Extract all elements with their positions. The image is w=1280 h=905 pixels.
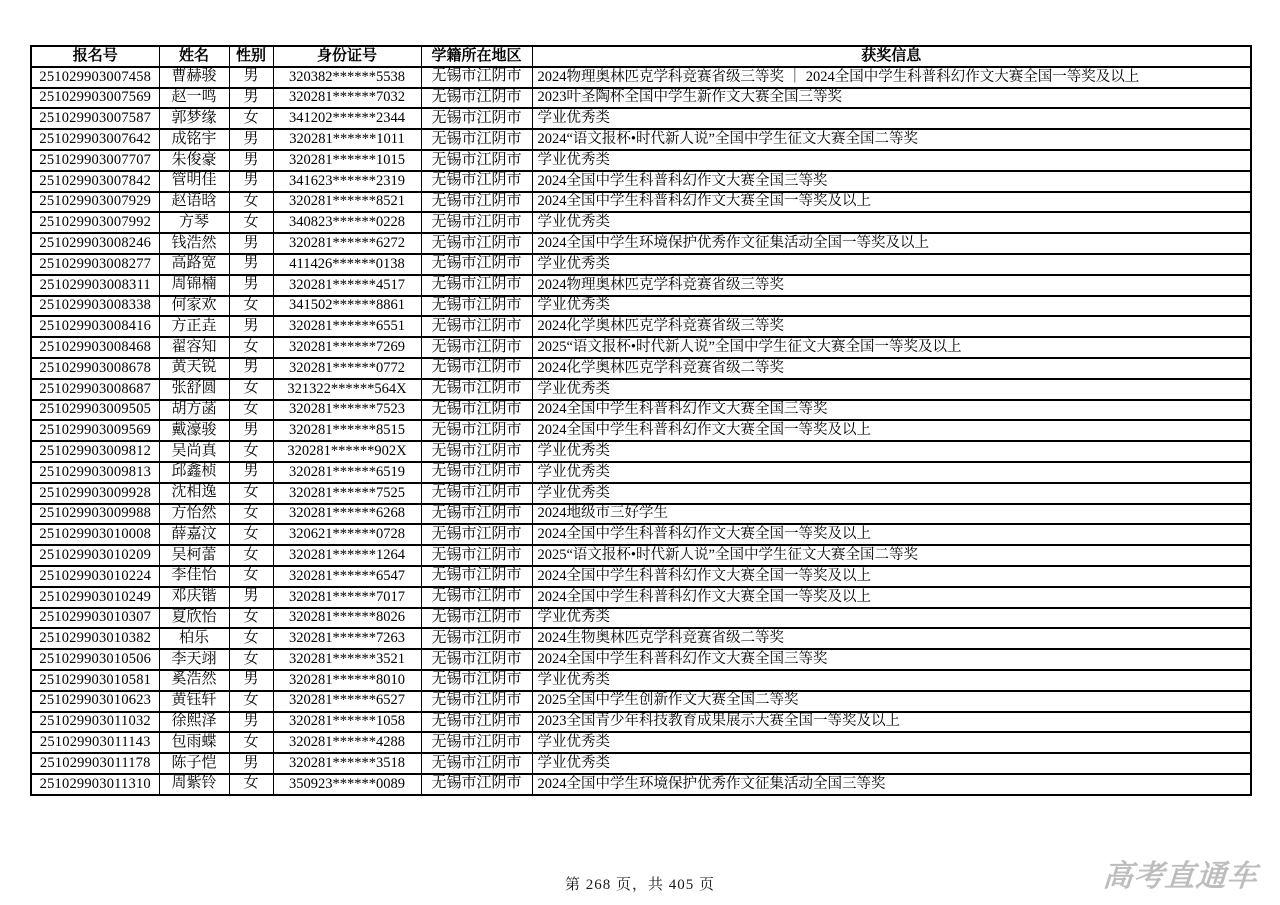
cell-region: 无锡市江阴市 [421,358,532,379]
cell-name: 邱鑫桢 [159,462,229,483]
cell-gender: 女 [229,441,273,462]
cell-gender: 男 [229,254,273,275]
cell-reg-no: 251029903009569 [31,420,159,441]
cell-name: 曹赫骏 [159,67,229,88]
cell-region: 无锡市江阴市 [421,462,532,483]
cell-reg-no: 251029903008338 [31,296,159,317]
cell-id-number: 320281******8010 [273,670,421,691]
cell-region: 无锡市江阴市 [421,275,532,296]
cell-reg-no: 251029903010209 [31,545,159,566]
cell-gender: 女 [229,212,273,233]
cell-id-number: 320281******7017 [273,587,421,608]
cell-award-info: 学业优秀类 [532,108,1251,129]
header-region: 学籍所在地区 [421,46,532,67]
cell-name: 管明佳 [159,171,229,192]
header-gender: 性别 [229,46,273,67]
cell-region: 无锡市江阴市 [421,483,532,504]
cell-reg-no: 251029903010249 [31,587,159,608]
cell-id-number: 320281******0772 [273,358,421,379]
cell-reg-no: 251029903007842 [31,171,159,192]
cell-region: 无锡市江阴市 [421,587,532,608]
cell-reg-no: 251029903008687 [31,379,159,400]
cell-name: 戴濠骏 [159,420,229,441]
table-row [31,628,1251,649]
cell-reg-no: 251029903009928 [31,483,159,504]
cell-region: 无锡市江阴市 [421,254,532,275]
cell-id-number: 341502******8861 [273,296,421,317]
cell-reg-no: 251029903009813 [31,462,159,483]
cell-region: 无锡市江阴市 [421,608,532,629]
cell-id-number: 320281******4288 [273,732,421,753]
cell-gender: 女 [229,400,273,421]
cell-region: 无锡市江阴市 [421,337,532,358]
table-row [31,296,1251,317]
cell-name: 方琴 [159,212,229,233]
cell-award-info: 2024物理奥林匹克学科竞赛省级三等奖 [532,275,1251,296]
table-row [31,691,1251,712]
cell-id-number: 320281******6547 [273,566,421,587]
cell-gender: 女 [229,524,273,545]
cell-region: 无锡市江阴市 [421,504,532,525]
cell-name: 朱俊豪 [159,150,229,171]
header-reg-no: 报名号 [31,46,159,67]
cell-region: 无锡市江阴市 [421,233,532,254]
cell-reg-no: 251029903007642 [31,129,159,150]
cell-award-info: 学业优秀类 [532,254,1251,275]
cell-gender: 男 [229,670,273,691]
table-row [31,316,1251,337]
cell-reg-no: 251029903010581 [31,670,159,691]
table-row [31,566,1251,587]
cell-region: 无锡市江阴市 [421,400,532,421]
cell-gender: 女 [229,691,273,712]
cell-region: 无锡市江阴市 [421,67,532,88]
cell-gender: 女 [229,732,273,753]
cell-region: 无锡市江阴市 [421,524,532,545]
cell-award-info: 2024全国中学生科普科幻作文大赛全国一等奖及以上 [532,587,1251,608]
table-row [31,150,1251,171]
cell-award-info: 2024地级市三好学生 [532,504,1251,525]
cell-name: 赵语晗 [159,192,229,213]
cell-id-number: 320281******3521 [273,649,421,670]
table-row [31,88,1251,109]
cell-id-number: 320281******8026 [273,608,421,629]
cell-reg-no: 251029903009505 [31,400,159,421]
cell-id-number: 340823******0228 [273,212,421,233]
page-number: 第 268 页，共 405 页 [564,877,715,893]
cell-name: 薛嘉汶 [159,524,229,545]
cell-region: 无锡市江阴市 [421,441,532,462]
cell-name: 赵一鸣 [159,88,229,109]
cell-award-info: 2025“语文报杯•时代新人说”全国中学生征文大赛全国二等奖 [532,545,1251,566]
table-row [31,441,1251,462]
cell-region: 无锡市江阴市 [421,212,532,233]
table-body [31,67,1251,795]
cell-region: 无锡市江阴市 [421,712,532,733]
cell-name: 黄钰轩 [159,691,229,712]
cell-id-number: 320281******6268 [273,504,421,525]
cell-id-number: 320281******7263 [273,628,421,649]
cell-gender: 女 [229,192,273,213]
cell-gender: 女 [229,566,273,587]
cell-reg-no: 251029903007569 [31,88,159,109]
cell-region: 无锡市江阴市 [421,379,532,400]
cell-region: 无锡市江阴市 [421,649,532,670]
table-row [31,732,1251,753]
cell-gender: 男 [229,150,273,171]
cell-region: 无锡市江阴市 [421,88,532,109]
cell-gender: 女 [229,504,273,525]
table-row [31,483,1251,504]
table-row [31,108,1251,129]
cell-id-number: 320281******1264 [273,545,421,566]
cell-reg-no: 251029903011143 [31,732,159,753]
cell-reg-no: 251029903011178 [31,753,159,774]
table-row [31,774,1251,795]
cell-id-number: 320281******7525 [273,483,421,504]
cell-name: 方怡然 [159,504,229,525]
table-row [31,712,1251,733]
cell-id-number: 320281******7523 [273,400,421,421]
cell-name: 钱浩然 [159,233,229,254]
award-roster-table [30,45,1252,796]
cell-name: 吴尚真 [159,441,229,462]
cell-id-number: 320281******8515 [273,420,421,441]
table-row [31,67,1251,88]
cell-name: 翟容知 [159,337,229,358]
cell-gender: 女 [229,774,273,795]
cell-region: 无锡市江阴市 [421,296,532,317]
cell-award-info: 学业优秀类 [532,441,1251,462]
header-row [31,46,1251,67]
table-row [31,192,1251,213]
cell-award-info: 学业优秀类 [532,608,1251,629]
table-row [31,337,1251,358]
cell-region: 无锡市江阴市 [421,628,532,649]
cell-region: 无锡市江阴市 [421,774,532,795]
cell-reg-no: 251029903008416 [31,316,159,337]
cell-name: 周紫铃 [159,774,229,795]
cell-id-number: 350923******0089 [273,774,421,795]
cell-id-number: 411426******0138 [273,254,421,275]
cell-id-number: 320281******7269 [273,337,421,358]
cell-award-info: 2025“语文报杯•时代新人说”全国中学生征文大赛全国一等奖及以上 [532,337,1251,358]
cell-reg-no: 251029903011310 [31,774,159,795]
cell-award-info: 2023全国青少年科技教育成果展示大赛全国一等奖及以上 [532,712,1251,733]
cell-award-info: 学业优秀类 [532,732,1251,753]
cell-id-number: 320281******7032 [273,88,421,109]
cell-name: 方正垚 [159,316,229,337]
cell-gender: 男 [229,275,273,296]
cell-award-info: 2024全国中学生科普科幻作文大赛全国一等奖及以上 [532,420,1251,441]
table-row [31,649,1251,670]
cell-name: 柏乐 [159,628,229,649]
cell-gender: 女 [229,483,273,504]
cell-gender: 女 [229,337,273,358]
table-row [31,462,1251,483]
cell-reg-no: 251029903010008 [31,524,159,545]
table-row [31,254,1251,275]
cell-region: 无锡市江阴市 [421,129,532,150]
cell-region: 无锡市江阴市 [421,753,532,774]
cell-award-info: 2024全国中学生科普科幻作文大赛全国三等奖 [532,171,1251,192]
table-row [31,608,1251,629]
cell-name: 徐熙泽 [159,712,229,733]
cell-gender: 男 [229,316,273,337]
table-row [31,587,1251,608]
table-row [31,670,1251,691]
cell-reg-no: 251029903011032 [31,712,159,733]
cell-name: 何家欢 [159,296,229,317]
table-row [31,233,1251,254]
cell-award-info: 2024全国中学生科普科幻作文大赛全国一等奖及以上 [532,192,1251,213]
cell-name: 夏欣怡 [159,608,229,629]
table-row [31,212,1251,233]
cell-award-info: 2024全国中学生科普科幻作文大赛全国一等奖及以上 [532,524,1251,545]
cell-name: 周锦楠 [159,275,229,296]
table-row [31,545,1251,566]
cell-id-number: 321322******564X [273,379,421,400]
watermark: 高考直通车 [1101,860,1259,893]
cell-gender: 男 [229,753,273,774]
cell-reg-no: 251029903008678 [31,358,159,379]
cell-reg-no: 251029903009988 [31,504,159,525]
cell-id-number: 320281******6272 [273,233,421,254]
cell-region: 无锡市江阴市 [421,691,532,712]
cell-name: 陈子恺 [159,753,229,774]
cell-name: 奚浩然 [159,670,229,691]
cell-id-number: 320382******5538 [273,67,421,88]
cell-gender: 女 [229,608,273,629]
cell-gender: 女 [229,108,273,129]
cell-gender: 女 [229,545,273,566]
cell-name: 胡方菡 [159,400,229,421]
cell-award-info: 2024全国中学生环境保护优秀作文征集活动全国三等奖 [532,774,1251,795]
cell-reg-no: 251029903010224 [31,566,159,587]
cell-gender: 男 [229,462,273,483]
cell-award-info: 学业优秀类 [532,462,1251,483]
cell-gender: 女 [229,628,273,649]
cell-id-number: 320621******0728 [273,524,421,545]
cell-award-info: 学业优秀类 [532,670,1251,691]
cell-award-info: 学业优秀类 [532,212,1251,233]
cell-name: 吴柯蕾 [159,545,229,566]
table-row [31,753,1251,774]
cell-region: 无锡市江阴市 [421,171,532,192]
cell-reg-no: 251029903010382 [31,628,159,649]
cell-gender: 男 [229,358,273,379]
table-row [31,171,1251,192]
cell-award-info: 2024生物奥林匹克学科竞赛省级二等奖 [532,628,1251,649]
cell-region: 无锡市江阴市 [421,732,532,753]
cell-name: 黄天锐 [159,358,229,379]
cell-reg-no: 251029903007992 [31,212,159,233]
cell-gender: 男 [229,171,273,192]
cell-gender: 女 [229,379,273,400]
cell-reg-no: 251029903007707 [31,150,159,171]
cell-region: 无锡市江阴市 [421,670,532,691]
cell-award-info: 学业优秀类 [532,483,1251,504]
cell-id-number: 320281******1058 [273,712,421,733]
cell-id-number: 320281******6551 [273,316,421,337]
cell-region: 无锡市江阴市 [421,545,532,566]
cell-region: 无锡市江阴市 [421,150,532,171]
cell-name: 成铭宇 [159,129,229,150]
cell-award-info: 学业优秀类 [532,296,1251,317]
cell-award-info: 学业优秀类 [532,753,1251,774]
cell-reg-no: 251029903010506 [31,649,159,670]
table-row [31,275,1251,296]
cell-award-info: 2024物理奥林匹克学科竞赛省级三等奖 ｜ 2024全国中学生科普科幻作文大赛全国一等奖及以上 [532,67,1251,88]
cell-award-info: 2024化学奥林匹克学科竞赛省级二等奖 [532,358,1251,379]
cell-name: 沈相逸 [159,483,229,504]
cell-name: 张舒圆 [159,379,229,400]
cell-award-info: 2023叶圣陶杯全国中学生新作文大赛全国三等奖 [532,88,1251,109]
cell-gender: 男 [229,587,273,608]
cell-reg-no: 251029903008277 [31,254,159,275]
cell-award-info: 2024全国中学生科普科幻作文大赛全国三等奖 [532,400,1251,421]
cell-name: 郭梦缘 [159,108,229,129]
cell-name: 包雨蝶 [159,732,229,753]
cell-award-info: 2025全国中学生创新作文大赛全国二等奖 [532,691,1251,712]
header-id-number: 身份证号 [273,46,421,67]
header-award-info: 获奖信息 [532,46,1251,67]
header-name: 姓名 [159,46,229,67]
cell-reg-no: 251029903007587 [31,108,159,129]
cell-gender: 女 [229,296,273,317]
cell-id-number: 320281******1011 [273,129,421,150]
cell-reg-no: 251029903008311 [31,275,159,296]
cell-region: 无锡市江阴市 [421,420,532,441]
cell-gender: 男 [229,67,273,88]
cell-id-number: 320281******4517 [273,275,421,296]
cell-gender: 男 [229,420,273,441]
cell-id-number: 320281******6519 [273,462,421,483]
cell-id-number: 341202******2344 [273,108,421,129]
table-row [31,358,1251,379]
cell-award-info: 2024全国中学生科普科幻作文大赛全国三等奖 [532,649,1251,670]
cell-award-info: 学业优秀类 [532,150,1251,171]
cell-name: 邓庆锴 [159,587,229,608]
cell-id-number: 320281******1015 [273,150,421,171]
cell-reg-no: 251029903007929 [31,192,159,213]
table-row [31,524,1251,545]
cell-award-info: 2024全国中学生环境保护优秀作文征集活动全国一等奖及以上 [532,233,1251,254]
table-row [31,379,1251,400]
cell-award-info: 2024化学奥林匹克学科竞赛省级三等奖 [532,316,1251,337]
cell-award-info: 学业优秀类 [532,379,1251,400]
table-row [31,504,1251,525]
cell-id-number: 320281******3518 [273,753,421,774]
cell-id-number: 320281******902X [273,441,421,462]
cell-name: 高路宽 [159,254,229,275]
cell-name: 李佳怡 [159,566,229,587]
cell-reg-no: 251029903010623 [31,691,159,712]
cell-gender: 女 [229,649,273,670]
cell-gender: 男 [229,712,273,733]
table-row [31,129,1251,150]
cell-award-info: 2024“语文报杯•时代新人说”全国中学生征文大赛全国二等奖 [532,129,1251,150]
cell-gender: 男 [229,129,273,150]
cell-region: 无锡市江阴市 [421,192,532,213]
cell-award-info: 2024全国中学生科普科幻作文大赛全国一等奖及以上 [532,566,1251,587]
cell-region: 无锡市江阴市 [421,316,532,337]
table-row [31,420,1251,441]
cell-name: 李天翊 [159,649,229,670]
cell-reg-no: 251029903007458 [31,67,159,88]
cell-region: 无锡市江阴市 [421,566,532,587]
cell-id-number: 341623******2319 [273,171,421,192]
cell-gender: 男 [229,233,273,254]
cell-reg-no: 251029903009812 [31,441,159,462]
cell-reg-no: 251029903008468 [31,337,159,358]
cell-id-number: 320281******8521 [273,192,421,213]
table-row [31,400,1251,421]
cell-reg-no: 251029903008246 [31,233,159,254]
cell-region: 无锡市江阴市 [421,108,532,129]
cell-id-number: 320281******6527 [273,691,421,712]
cell-reg-no: 251029903010307 [31,608,159,629]
cell-gender: 男 [229,88,273,109]
